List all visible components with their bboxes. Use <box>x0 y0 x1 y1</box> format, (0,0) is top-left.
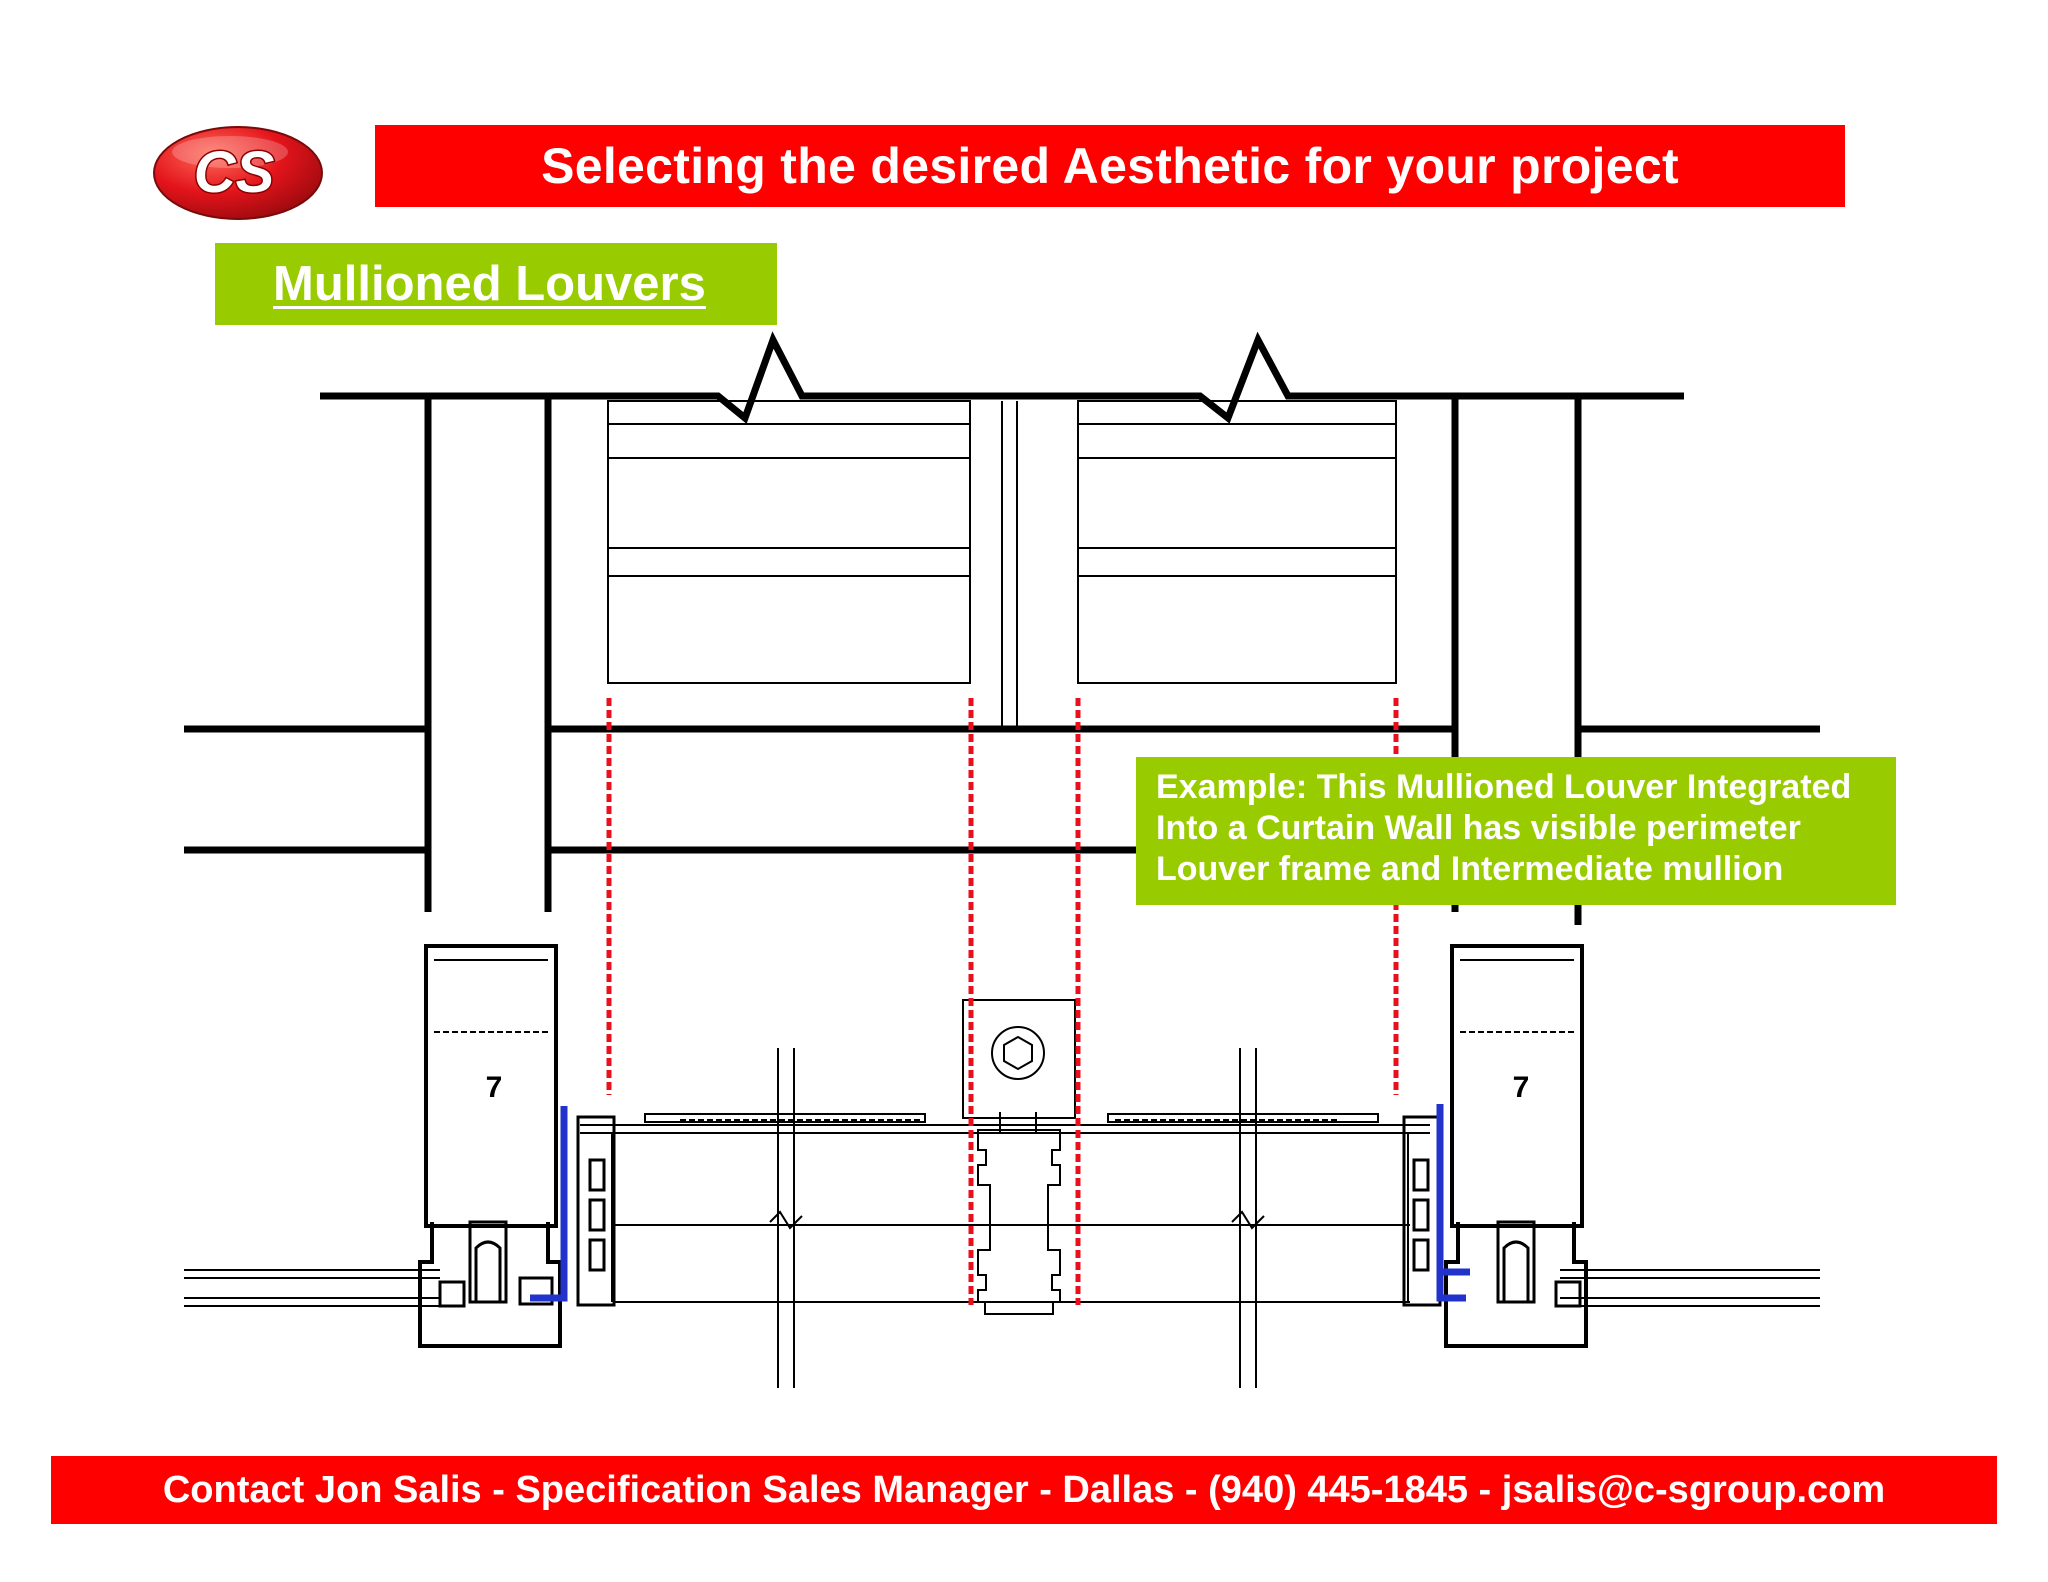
logo-text: CS <box>193 140 275 205</box>
page-title: Selecting the desired Aesthetic for your project <box>375 125 1845 207</box>
note-line-3: Louver frame and Intermediate mullion <box>1156 850 1784 888</box>
left-frame-profile <box>578 1117 614 1305</box>
mullion-label-left: 7 <box>485 1071 503 1104</box>
right-frame-profile <box>1404 1117 1440 1305</box>
louver-plan-section <box>580 1114 1430 1302</box>
contact-footer: Contact Jon Salis - Specification Sales Manager - Dallas - (940) 445-1845 - jsalis@c-sgroup.com <box>51 1456 1997 1524</box>
note-line-2: Into a Curtain Wall has visible perimeter <box>1156 809 1801 847</box>
glazing-plan-lines <box>184 1270 1820 1306</box>
note-line-1: Example: This Mullioned Louver Integrated <box>1156 768 1852 806</box>
sightline-right <box>1232 1048 1264 1388</box>
curtain-wall-mullion-right <box>1446 946 1586 1346</box>
sightline-left <box>770 1048 802 1388</box>
intermediate-mullion-section <box>963 1000 1075 1314</box>
curtain-wall-mullion-left <box>420 946 560 1346</box>
louver-panel-right <box>1078 401 1396 683</box>
mullion-label-right: 7 <box>1512 1071 1530 1104</box>
section-label: Mullioned Louvers <box>273 257 706 311</box>
intermediate-mullion-elevation <box>1002 401 1017 726</box>
louver-panel-left <box>608 401 970 683</box>
example-note <box>1136 757 1896 905</box>
